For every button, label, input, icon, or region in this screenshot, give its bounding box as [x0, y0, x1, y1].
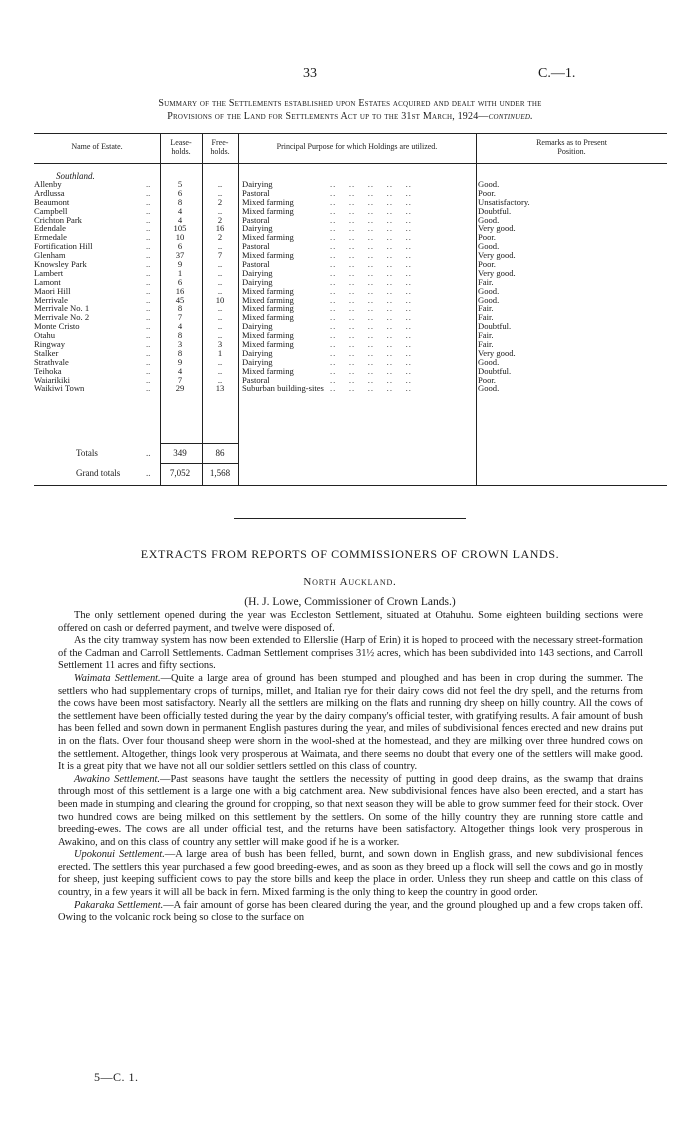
remarks-cell: Very good.	[478, 223, 516, 234]
dot-leader: .. .. .. .. ..	[330, 365, 412, 376]
dot-leader: .. .. .. .. ..	[330, 312, 412, 323]
estate-name: Lamont	[34, 276, 61, 287]
leaseholds-cell: 9	[177, 259, 183, 270]
purpose-cell: Mixed farming	[242, 303, 294, 314]
remarks-cell: Good.	[478, 294, 500, 305]
table-row	[34, 384, 667, 393]
freeholds-cell: 2	[217, 196, 223, 207]
purpose-cell: Mixed farming	[242, 312, 294, 323]
remarks-cell: Good.	[478, 285, 500, 296]
paragraph-lead: Upokonui Settlement.	[74, 849, 165, 861]
purpose-cell: Dairying	[242, 356, 273, 367]
dot-leader: .. .. .. .. ..	[330, 187, 412, 198]
header-freeholds: Free- holds.	[210, 138, 230, 156]
purpose-cell: Pastoral	[242, 259, 270, 270]
table-header-rule	[34, 163, 667, 164]
dot-leader: .. .. .. .. ..	[330, 276, 412, 287]
freeholds-cell: ..	[217, 303, 223, 314]
remarks-cell: Doubtful.	[478, 321, 512, 332]
leaseholds-cell: 9	[177, 356, 183, 367]
estate-name: Otahu	[34, 330, 56, 341]
freeholds-cell: ..	[217, 276, 223, 287]
freeholds-cell: ..	[217, 374, 223, 385]
dot-leader: .. .. .. .. ..	[330, 374, 412, 385]
leaseholds-cell: 4	[177, 205, 183, 216]
dot-leader: ..	[146, 285, 151, 296]
extracts-region: North Auckland.	[303, 576, 397, 588]
paragraph-text: —A large area of bush has been felled, burnt, and sown down in English grass, and new subdivisional fences erected. The settlers this year purchased a few good breeding-ewes, and as soon as they breed up a flock will sell the cows and go in mostly for sheep, just keeping sufficient cows to pay the store bills and keep the place in order. Unless they run sheep and cattle on this class of country, in a few years it will all be back in fern. Mixed farming is the only thing to keep the country in good order.	[58, 849, 643, 899]
dot-leader: .. .. .. .. ..	[330, 223, 412, 234]
dot-leader: ..	[146, 205, 151, 216]
dot-leader: ..	[146, 347, 151, 358]
dot-leader: .. .. .. .. ..	[330, 259, 412, 270]
paragraph-text: The only settlement opened during the year was Eccleston Settlement, situated at Otahuhu. Some eighteen building sections were offered on cash or deferred payment, and twelve were disposed of.	[58, 610, 643, 634]
estate-name: Fortification Hill	[34, 241, 93, 252]
leaseholds-cell: 8	[177, 347, 183, 358]
leaseholds-cell: 10	[175, 232, 185, 243]
dot-leader: ..	[146, 267, 151, 278]
section-separator	[234, 518, 466, 519]
purpose-cell: Mixed farming	[242, 339, 294, 350]
settlements-table	[34, 133, 667, 485]
purpose-cell: Dairying	[242, 267, 273, 278]
paragraph	[58, 610, 643, 635]
estate-name: Campbell	[34, 205, 68, 216]
leaseholds-cell: 16	[175, 285, 185, 296]
dot-leader: ..	[146, 179, 151, 189]
estate-name: Knowsley Park	[34, 259, 87, 270]
dot-leader: ..	[146, 223, 151, 234]
freeholds-cell: ..	[217, 365, 223, 376]
grand-totals-leaseholds: 7,052	[169, 468, 191, 478]
dot-leader: .. .. .. .. ..	[330, 356, 412, 367]
dot-leader: ..	[146, 383, 151, 394]
remarks-cell: Fair.	[478, 312, 494, 323]
paragraph-lead: Awakino Settlement.	[74, 773, 161, 785]
dot-leader: .. .. .. .. ..	[330, 232, 412, 243]
table-body	[34, 180, 667, 393]
paragraph	[58, 900, 643, 925]
freeholds-cell: 1	[217, 347, 223, 358]
dot-leader: ..	[146, 196, 151, 207]
leaseholds-cell: 8	[177, 303, 183, 314]
purpose-cell: Dairying	[242, 347, 273, 358]
table-bottom-rule	[34, 485, 667, 486]
freeholds-cell: ..	[217, 259, 223, 270]
estate-name: Lambert	[34, 267, 64, 278]
estate-name: Merrivale	[34, 294, 68, 305]
paragraph-lead: Waimata Settlement.	[74, 672, 161, 684]
remarks-cell: Good.	[478, 356, 500, 367]
purpose-cell: Pastoral	[242, 214, 270, 225]
page-header	[0, 66, 700, 86]
header-estate-name: Name of Estate.	[71, 142, 123, 151]
totals-leaseholds: 349	[173, 448, 187, 458]
caption-line-2	[40, 110, 660, 123]
leaseholds-cell: 8	[177, 330, 183, 341]
dot-leader: .. .. .. .. ..	[330, 179, 412, 189]
remarks-cell: Good.	[478, 214, 500, 225]
remarks-cell: Very good.	[478, 347, 516, 358]
paragraph	[58, 635, 643, 673]
freeholds-cell: ..	[217, 187, 223, 198]
dot-leader: ..	[146, 232, 151, 243]
freeholds-cell: ..	[217, 179, 223, 189]
leaseholds-cell: 6	[177, 276, 183, 287]
freeholds-cell: 10	[215, 294, 225, 305]
dot-leader: ..	[146, 339, 151, 350]
purpose-cell: Dairying	[242, 223, 273, 234]
dot-leader: ..	[146, 330, 151, 341]
estate-name: Strathvale	[34, 356, 69, 367]
leaseholds-cell: 8	[177, 196, 183, 207]
purpose-cell: Mixed farming	[242, 285, 294, 296]
dot-leader: .. .. .. .. ..	[330, 205, 412, 216]
estate-name: Ermedale	[34, 232, 67, 243]
freeholds-cell: ..	[217, 321, 223, 332]
purpose-cell: Pastoral	[242, 241, 270, 252]
dot-leader: .. .. .. .. ..	[330, 330, 412, 341]
dot-leader: .. .. .. .. ..	[330, 214, 412, 225]
dot-leader: .. .. .. .. ..	[330, 347, 412, 358]
remarks-cell: Doubtful.	[478, 365, 512, 376]
freeholds-cell: 16	[215, 223, 225, 234]
dot-leader: .. .. .. .. ..	[330, 294, 412, 305]
remarks-cell: Good.	[478, 179, 500, 189]
grand-totals-leader: ..	[146, 468, 151, 478]
dot-leader: ..	[146, 356, 151, 367]
freeholds-cell: 2	[217, 214, 223, 225]
remarks-cell: Good.	[478, 241, 500, 252]
dot-leader: ..	[146, 241, 151, 252]
remarks-cell: Poor.	[478, 374, 496, 385]
dot-leader: ..	[146, 303, 151, 314]
estate-name: Merrivale No. 2	[34, 312, 90, 323]
freeholds-cell: ..	[217, 330, 223, 341]
document-series: C.—1.	[538, 66, 576, 81]
footer-signature: 5—C. 1.	[94, 1070, 139, 1084]
purpose-cell: Suburban building-sites	[242, 383, 324, 394]
dot-leader: ..	[146, 374, 151, 385]
purpose-cell: Mixed farming	[242, 365, 294, 376]
grand-totals-freeholds: 1,568	[209, 468, 231, 478]
purpose-cell: Pastoral	[242, 374, 270, 385]
remarks-cell: Poor.	[478, 187, 496, 198]
caption-line-2-text: Provisions of the Land for Settlements Act up to the 31st March, 1924—	[167, 111, 489, 122]
leaseholds-cell: 1	[177, 267, 183, 278]
grand-totals-label: Grand totals	[76, 468, 121, 478]
freeholds-cell: ..	[217, 312, 223, 323]
dot-leader: .. .. .. .. ..	[330, 267, 412, 278]
estate-name: Stalker	[34, 347, 59, 358]
estate-name: Glenham	[34, 250, 66, 261]
paragraph-text: —A fair amount of gorse has been cleared during the year, and the ground ploughed up and a few crops taken off. Owing to the volcanic rock being so close to the surface on	[58, 899, 643, 924]
page-number: 33	[303, 66, 317, 81]
dot-leader: .. .. .. .. ..	[330, 241, 412, 252]
leaseholds-cell: 4	[177, 214, 183, 225]
leaseholds-cell: 37	[175, 250, 185, 261]
dot-leader: ..	[146, 365, 151, 376]
estate-name: Crichton Park	[34, 214, 82, 225]
paragraph	[58, 673, 643, 774]
remarks-cell: Fair.	[478, 303, 494, 314]
extracts-body	[58, 610, 643, 925]
totals-leader: ..	[146, 448, 151, 458]
commissioner-line: (H. J. Lowe, Commissioner of Crown Lands.)	[244, 596, 456, 608]
estate-name: Ringway	[34, 339, 66, 350]
dot-leader: .. .. .. .. ..	[330, 321, 412, 332]
dot-leader: ..	[146, 259, 151, 270]
remarks-cell: Very good.	[478, 250, 516, 261]
leaseholds-cell: 6	[177, 241, 183, 252]
remarks-cell: Unsatisfactory.	[478, 196, 530, 207]
leaseholds-cell: 5	[177, 179, 183, 189]
estate-name: Beaumont	[34, 196, 70, 207]
estate-name: Edendale	[34, 223, 66, 234]
dot-leader: ..	[146, 250, 151, 261]
remarks-cell: Fair.	[478, 339, 494, 350]
freeholds-cell: 13	[215, 383, 225, 394]
paragraph-text: —Quite a large area of ground has been stumped and ploughed and has been in crop during the summer. The settlers who had supplementary crops of turnips, millet, and Italian rye for their dairy cows did not feel the dry spell, and the returns from the cows have been most satisfactory. Nearly all the settlers are milking on the flats and running dry sheep on hilly country. All the cows of the settlement have been officially tested during the year by the dairy company's official tester, with gratifying results. A fair amount of bush has been felled and sown down in permanent English pastures during the year, and miles of subdivisional fences erected and new drains put in on the flats. Over four thousand sheep were shorn in the wool-shed at the homestead, and they are milking over three hundred cows on the settlement. Altogether, things look very prosperous at Waimata, and there seems no doubt that every one of the settlers will make good. It is a great pity that we have not all our soldier settlers settled on this class of country.	[58, 672, 643, 773]
remarks-cell: Fair.	[478, 330, 494, 341]
table-caption	[40, 97, 660, 123]
purpose-cell: Pastoral	[242, 187, 270, 198]
freeholds-cell: ..	[217, 267, 223, 278]
estate-name: Maori Hill	[34, 285, 71, 296]
freeholds-cell: ..	[217, 285, 223, 296]
remarks-cell: Very good.	[478, 267, 516, 278]
leaseholds-cell: 105	[173, 223, 187, 234]
dot-leader: .. .. .. .. ..	[330, 339, 412, 350]
leaseholds-cell: 4	[177, 321, 183, 332]
dot-leader: ..	[146, 214, 151, 225]
estate-name: Waiarikiki	[34, 374, 71, 385]
dot-leader: ..	[146, 276, 151, 287]
dot-leader: .. .. .. .. ..	[330, 196, 412, 207]
leaseholds-cell: 45	[175, 294, 185, 305]
freeholds-cell: 2	[217, 232, 223, 243]
leaseholds-cell: 7	[177, 374, 183, 385]
dot-leader: .. .. .. .. ..	[330, 285, 412, 296]
purpose-cell: Mixed farming	[242, 294, 294, 305]
dot-leader: .. .. .. .. ..	[330, 383, 412, 394]
estate-name: Merrivale No. 1	[34, 303, 90, 314]
remarks-cell: Poor.	[478, 259, 496, 270]
purpose-cell: Dairying	[242, 276, 273, 287]
totals-label: Totals	[76, 448, 98, 458]
purpose-cell: Mixed farming	[242, 232, 294, 243]
caption-line-1: Summary of the Settlements established upon Estates acquired and dealt with under the	[158, 98, 542, 109]
leaseholds-cell: 7	[177, 312, 183, 323]
estate-name: Monte Cristo	[34, 321, 80, 332]
estate-name: Teihoka	[34, 365, 62, 376]
freeholds-cell: ..	[217, 356, 223, 367]
purpose-cell: Mixed farming	[242, 196, 294, 207]
paragraph	[58, 774, 643, 850]
header-remarks: Remarks as to Present Position.	[536, 138, 607, 156]
dot-leader: .. .. .. .. ..	[330, 303, 412, 314]
dot-leader: ..	[146, 321, 151, 332]
estate-name: Waikiwi Town	[34, 383, 85, 394]
purpose-cell: Dairying	[242, 321, 273, 332]
region-label: Southland.	[56, 171, 95, 181]
dot-leader: ..	[146, 294, 151, 305]
freeholds-cell: ..	[217, 241, 223, 252]
extracts-title: EXTRACTS FROM REPORTS OF COMMISSIONERS OF CROWN LANDS.	[140, 547, 560, 561]
purpose-cell: Mixed farming	[242, 205, 294, 216]
purpose-cell: Dairying	[242, 179, 273, 189]
paragraph	[58, 849, 643, 899]
dot-leader: .. .. .. .. ..	[330, 250, 412, 261]
estate-name: Allenby	[34, 179, 62, 189]
remarks-cell: Good.	[478, 383, 500, 394]
dot-leader: ..	[146, 312, 151, 323]
header-purpose: Principal Purpose for which Holdings are utilized.	[276, 142, 438, 151]
totals-freeholds: 86	[215, 448, 225, 458]
estate-name: Ardlussa	[34, 187, 65, 198]
purpose-cell: Mixed farming	[242, 330, 294, 341]
paragraph-text: As the city tramway system has now been extended to Ellerslie (Harp of Erin) it is hoped to proceed with the necessary street-formation of the Cadman and Carroll Settlements. Cadman Settlement comprises 31½ acres, which has been subdivided into 143 sections, and Carroll Settlement 11 acres and fifty sections.	[58, 635, 643, 672]
totals-rule	[160, 443, 238, 444]
leaseholds-cell: 6	[177, 187, 183, 198]
leaseholds-cell: 3	[177, 339, 183, 350]
remarks-cell: Fair.	[478, 276, 494, 287]
freeholds-cell: 3	[217, 339, 223, 350]
freeholds-cell: 7	[217, 250, 223, 261]
header-leaseholds: Lease- holds.	[170, 138, 192, 156]
caption-continued: continued.	[488, 111, 533, 122]
freeholds-cell: ..	[217, 205, 223, 216]
leaseholds-cell: 29	[175, 383, 185, 394]
table-top-rule	[34, 133, 667, 134]
paragraph-text: —Past seasons have taught the settlers the necessity of putting in good deep drains, as the swamp that drains through most of this settlement is a large one with a big catchment area. New subdivisional fences have also been erected, and a start has been made in stumping and clearing the ground for cropping, so that next season they will be able to grow summer feed for their stock. Over two hundred cows are being milked on this settlement by the settlers. On some of the hilly country they are running store cattle and breeding-ewes. The cows are all under official test, and the returns have been satisfactory. Altogether things look very prosperous in Awakino, and on this class of country any settler will make good if he is a worker.	[58, 773, 643, 848]
remarks-cell: Poor.	[478, 232, 496, 243]
dot-leader: ..	[146, 187, 151, 198]
remarks-cell: Doubtful.	[478, 205, 512, 216]
purpose-cell: Mixed farming	[242, 250, 294, 261]
leaseholds-cell: 4	[177, 365, 183, 376]
paragraph-lead: Pakaraka Settlement.	[74, 899, 164, 911]
grand-totals-rule	[160, 463, 238, 464]
